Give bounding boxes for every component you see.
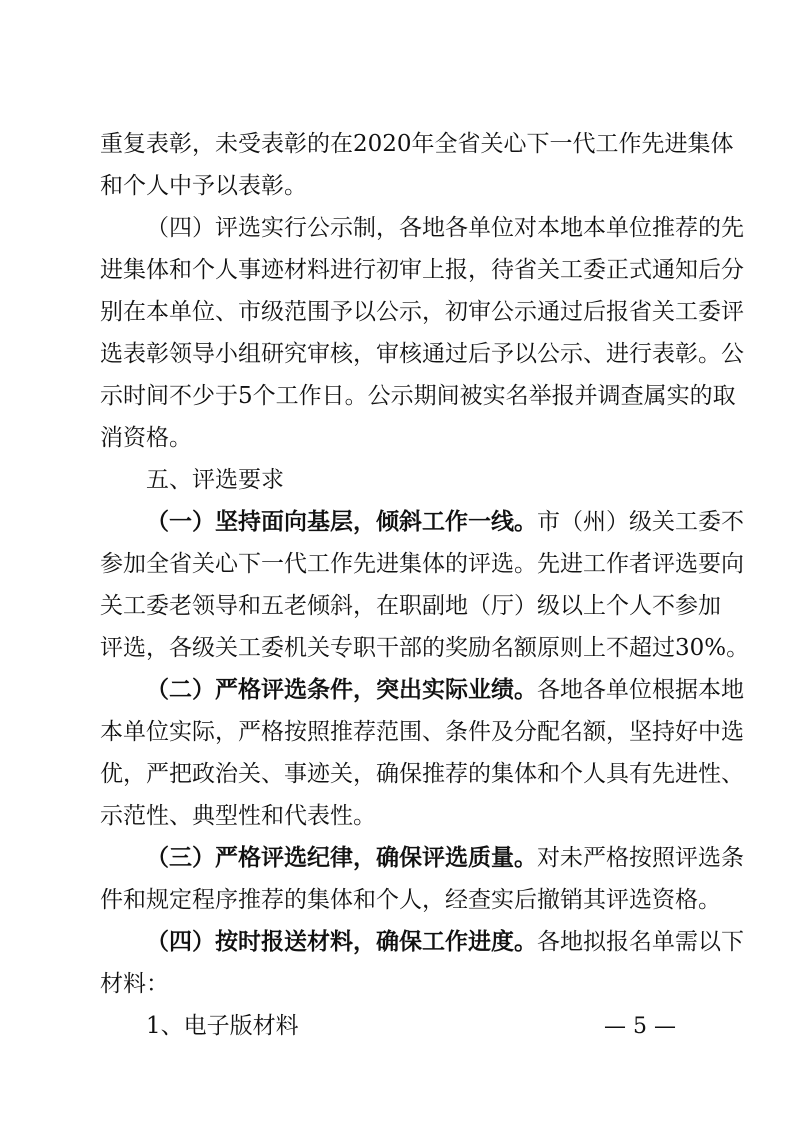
text-line: 重复表彰，未受表彰的在2020年全省关心下一代工作先进集体 xyxy=(100,131,734,157)
text-line: 评选，各级关工委机关专职干部的奖励名额原则上不超过30%。 xyxy=(100,635,750,661)
paragraph-text: 对未严格按照评选条 xyxy=(537,845,744,871)
text-line: 材料： xyxy=(100,971,169,997)
text-line: 示范性、典型性和代表性。 xyxy=(100,803,376,829)
text-line: 选表彰领导小组研究审核，审核通过后予以公示、进行表彰。公 xyxy=(100,341,744,367)
paragraph-lead: （二）严格评选条件，突出实际业绩。 xyxy=(146,677,537,703)
paragraph-text: 各地拟报名单需以下 xyxy=(537,929,744,955)
text-line: 别在本单位、市级范围予以公示，初审公示通过后报省关工委评 xyxy=(100,299,744,325)
text-line: 参加全省关心下一代工作先进集体的评选。先进工作者评选要向 xyxy=(100,551,744,577)
text-line: 和个人中予以表彰。 xyxy=(100,173,307,199)
text-line: （四）评选实行公示制，各地各单位对本地本单位推荐的先 xyxy=(146,215,744,241)
paragraph-lead: （三）严格评选纪律，确保评选质量。 xyxy=(146,845,537,871)
text-line: 进集体和个人事迹材料进行初审上报，待省关工委正式通知后分 xyxy=(100,257,744,283)
text-line: 消资格。 xyxy=(100,425,192,451)
paragraph-line xyxy=(146,507,744,537)
text-line: 关工委老领导和五老倾斜，在职副地（厅）级以上个人不参加 xyxy=(100,593,721,619)
paragraph-lead: （四）按时报送材料，确保工作进度。 xyxy=(146,929,537,955)
paragraph-text: 各地各单位根据本地 xyxy=(537,677,744,703)
section-heading: 五、评选要求 xyxy=(146,467,284,493)
paragraph-line xyxy=(146,675,744,705)
paragraph-line xyxy=(146,927,744,957)
text-line: 优，严把政治关、事迹关，确保推荐的集体和个人具有先进性、 xyxy=(100,761,744,787)
paragraph-line xyxy=(146,843,744,873)
paragraph-text: 市（州）级关工委不 xyxy=(537,509,744,535)
text-line: 示时间不少于5个工作日。公示期间被实名举报并调查属实的取 xyxy=(100,383,736,409)
paragraph-lead: （一）坚持面向基层，倾斜工作一线。 xyxy=(146,509,537,535)
text-line: 本单位实际，严格按照推荐范围、条件及分配名额，坚持好中选 xyxy=(100,719,744,745)
list-item: 1、电子版材料 xyxy=(146,1013,299,1039)
page-number: — 5 — xyxy=(604,1014,676,1039)
text-line: 件和规定程序推荐的集体和个人，经查实后撤销其评选资格。 xyxy=(100,887,721,913)
